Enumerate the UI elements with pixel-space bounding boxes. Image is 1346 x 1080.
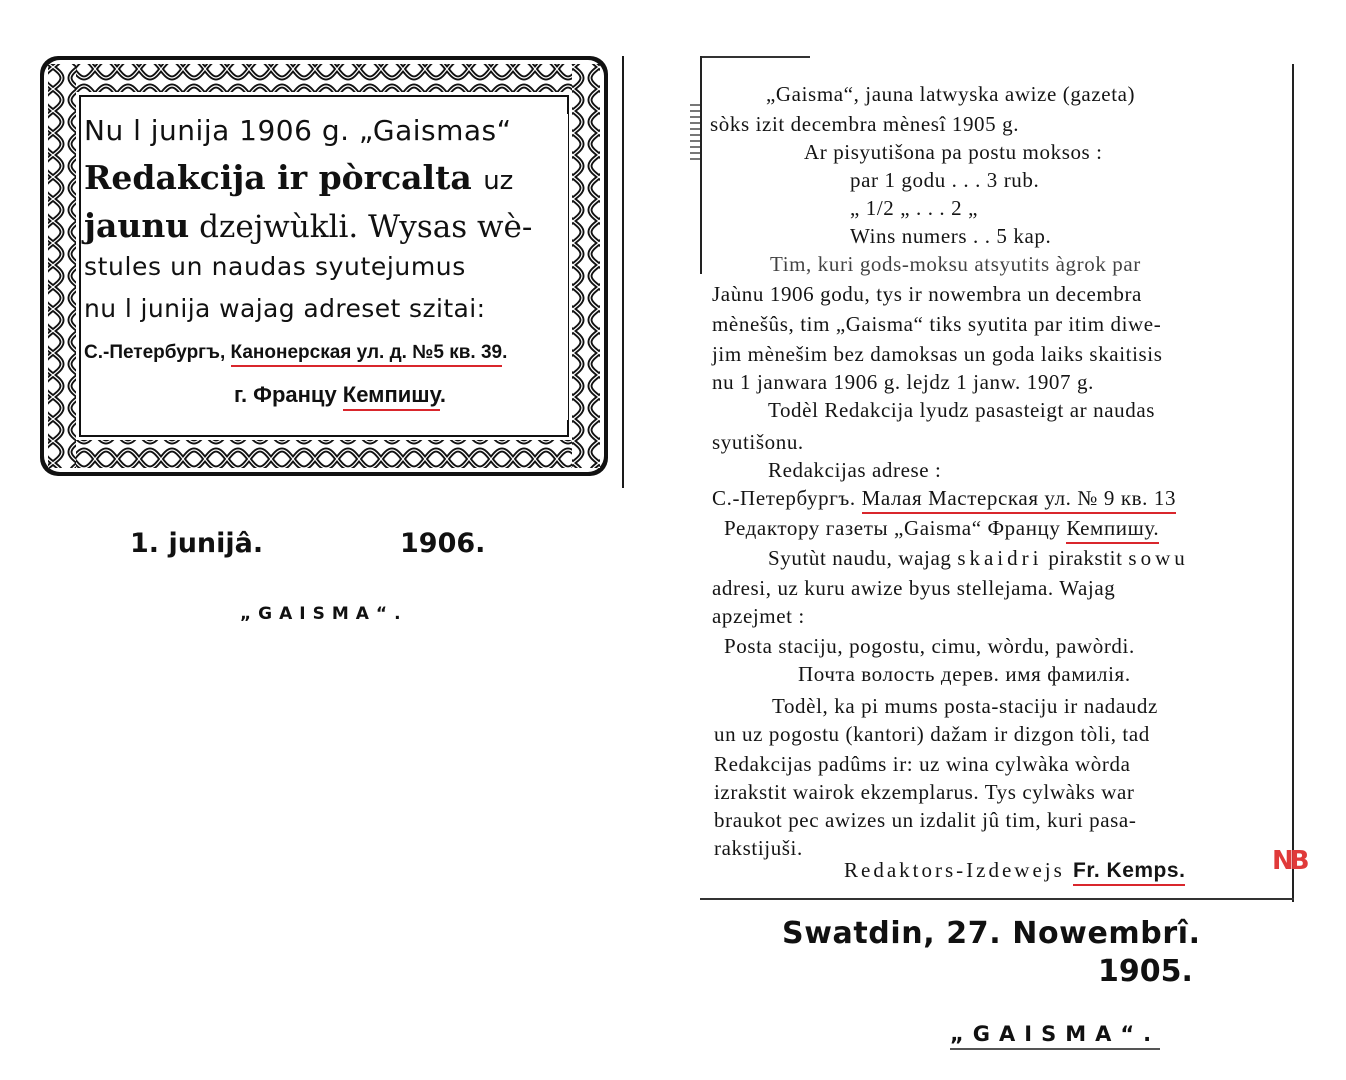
notice-recipient-end: . [439,382,447,407]
scan-artifact [690,100,700,160]
notice-line-3 [84,206,532,245]
signature-name: Fr. Kemps. [1073,859,1185,886]
text-line: nu 1 janwara 1906 g. lejdz 1 janw. 1907 g. [712,370,1094,394]
left-divider-line [622,56,624,488]
text-line: Redakcijas adrese : [768,458,942,482]
price-line: „ 1/2 „ . . . 2 „ [850,196,978,220]
notice-line-2-bold: Redakcija ir pòrcalta [84,158,472,197]
text-segment: Syutùt naudu, wajag [768,546,958,570]
notice-text [84,114,568,420]
text-line: un uz pogostu (kantori) dažam ir dizgon tòli, tad [714,722,1150,746]
text-line: mènešûs, tim „Gaisma“ tiks syutita par itim diwe- [712,312,1162,336]
notice-recipient [234,382,446,408]
text-line: Tim, kuri gods-moksu atsyutits àgrok par [770,252,1141,276]
notice-address-end: . [502,342,508,363]
text-line: Jaùnu 1906 godu, tys ir nowembra un decembra [712,282,1142,306]
right-masthead: „GAISMA“. [950,1022,1160,1050]
notice-street: Канонерская ул. д. №5 кв. 39 [231,342,503,367]
text-line: Ar pisyutišona pa postu moksos : [804,140,1103,164]
editor-city: С.-Петербургъ. [712,486,862,510]
text-line: izrakstit wairok ekzemplarus. Tys cylwàks war [714,780,1135,804]
notice-line-4: stules un naudas syutejumus [84,252,466,281]
text-line: Todèl Redakcija lyudz pasasteigt ar naudas [768,398,1156,422]
text-segment: pirakstit [1042,546,1129,570]
subscription-column [700,56,1306,900]
left-masthead: „GAISMA“. [240,604,408,624]
text-line: Posta staciju, pogostu, cimu, wòrdu, pawòrdi. [724,634,1135,658]
emphasis-word: sowu [1128,546,1189,570]
editor-recipient-line [724,516,1159,541]
signature-line [844,858,1185,883]
editor-recipient-prefix: Редактору газеты „Gaisma“ Францу [724,516,1067,540]
text-line: adresi, uz kuru awize byus stellejama. Wajag [712,576,1116,600]
notice-line-3-bold: jaunu [84,206,190,245]
text-line [768,546,1189,571]
intro-text: jauna latwyska awize (gazeta) [859,82,1136,106]
text-line: syutišonu. [712,430,804,454]
announcement-notice [40,56,608,476]
text-line: jim mènešim bez damoksas un goda laiks skaitisis [712,342,1163,366]
intro-line [766,82,1135,107]
price-line: par 1 godu . . . 3 rub. [850,168,1040,192]
text-line: rakstijuši. [714,836,803,860]
text-line: Почта волость дерев. имя фамилія. [798,662,1131,686]
text-line: sòks izit decembra mènesî 1905 g. [710,112,1020,136]
nb-annotation: NB [1272,846,1306,876]
emphasis-word: skaidri [957,546,1043,570]
column-border-top [700,56,810,58]
paper-name: „Gaisma“, [766,82,860,106]
notice-line-1: Nu l junija 1906 g. „Gaismas“ [84,114,512,147]
editor-street: Малая Мастерская ул. № 9 кв. 13 [862,486,1176,514]
notice-line-5: nu l junija wajag adreset szitai: [84,294,486,323]
notice-address [84,342,507,364]
text-line: apzejmet : [712,604,805,628]
text-line: braukot pec awizes un izdalit jû tim, kuri pasa- [714,808,1137,832]
notice-line-2 [84,158,513,197]
price-line: Wins numers . . 5 kap. [850,224,1052,248]
text-line: Todèl, ka pi mums posta-staciju ir nadaudz [772,694,1158,718]
notice-recipient-surname: Кемпишу [343,382,440,411]
editor-recipient-surname: Кемпишу. [1066,516,1159,544]
notice-line-3-rest: dzejwùkli. Wysas wè- [189,209,533,245]
notice-city: С.-Петербургъ, [84,342,231,363]
left-date-year: 1906. [400,528,486,559]
right-date-year: 1905. [1098,954,1193,989]
right-dateline: Swatdin, 27. Nowembrî. [782,916,1201,951]
notice-line-2-small: uz [483,166,514,196]
column-border-left [700,56,702,274]
signature-title: Redaktors-Izdewejs [844,858,1074,882]
column-border-bottom [700,898,1294,900]
notice-recipient-prefix: г. Францу [234,382,343,407]
text-line: Redakcijas padûms ir: uz wina cylwàka wòrda [714,752,1131,776]
editor-address-line [712,486,1176,511]
column-border-right [1292,64,1294,902]
left-date-day: 1. junijâ. [130,528,264,559]
